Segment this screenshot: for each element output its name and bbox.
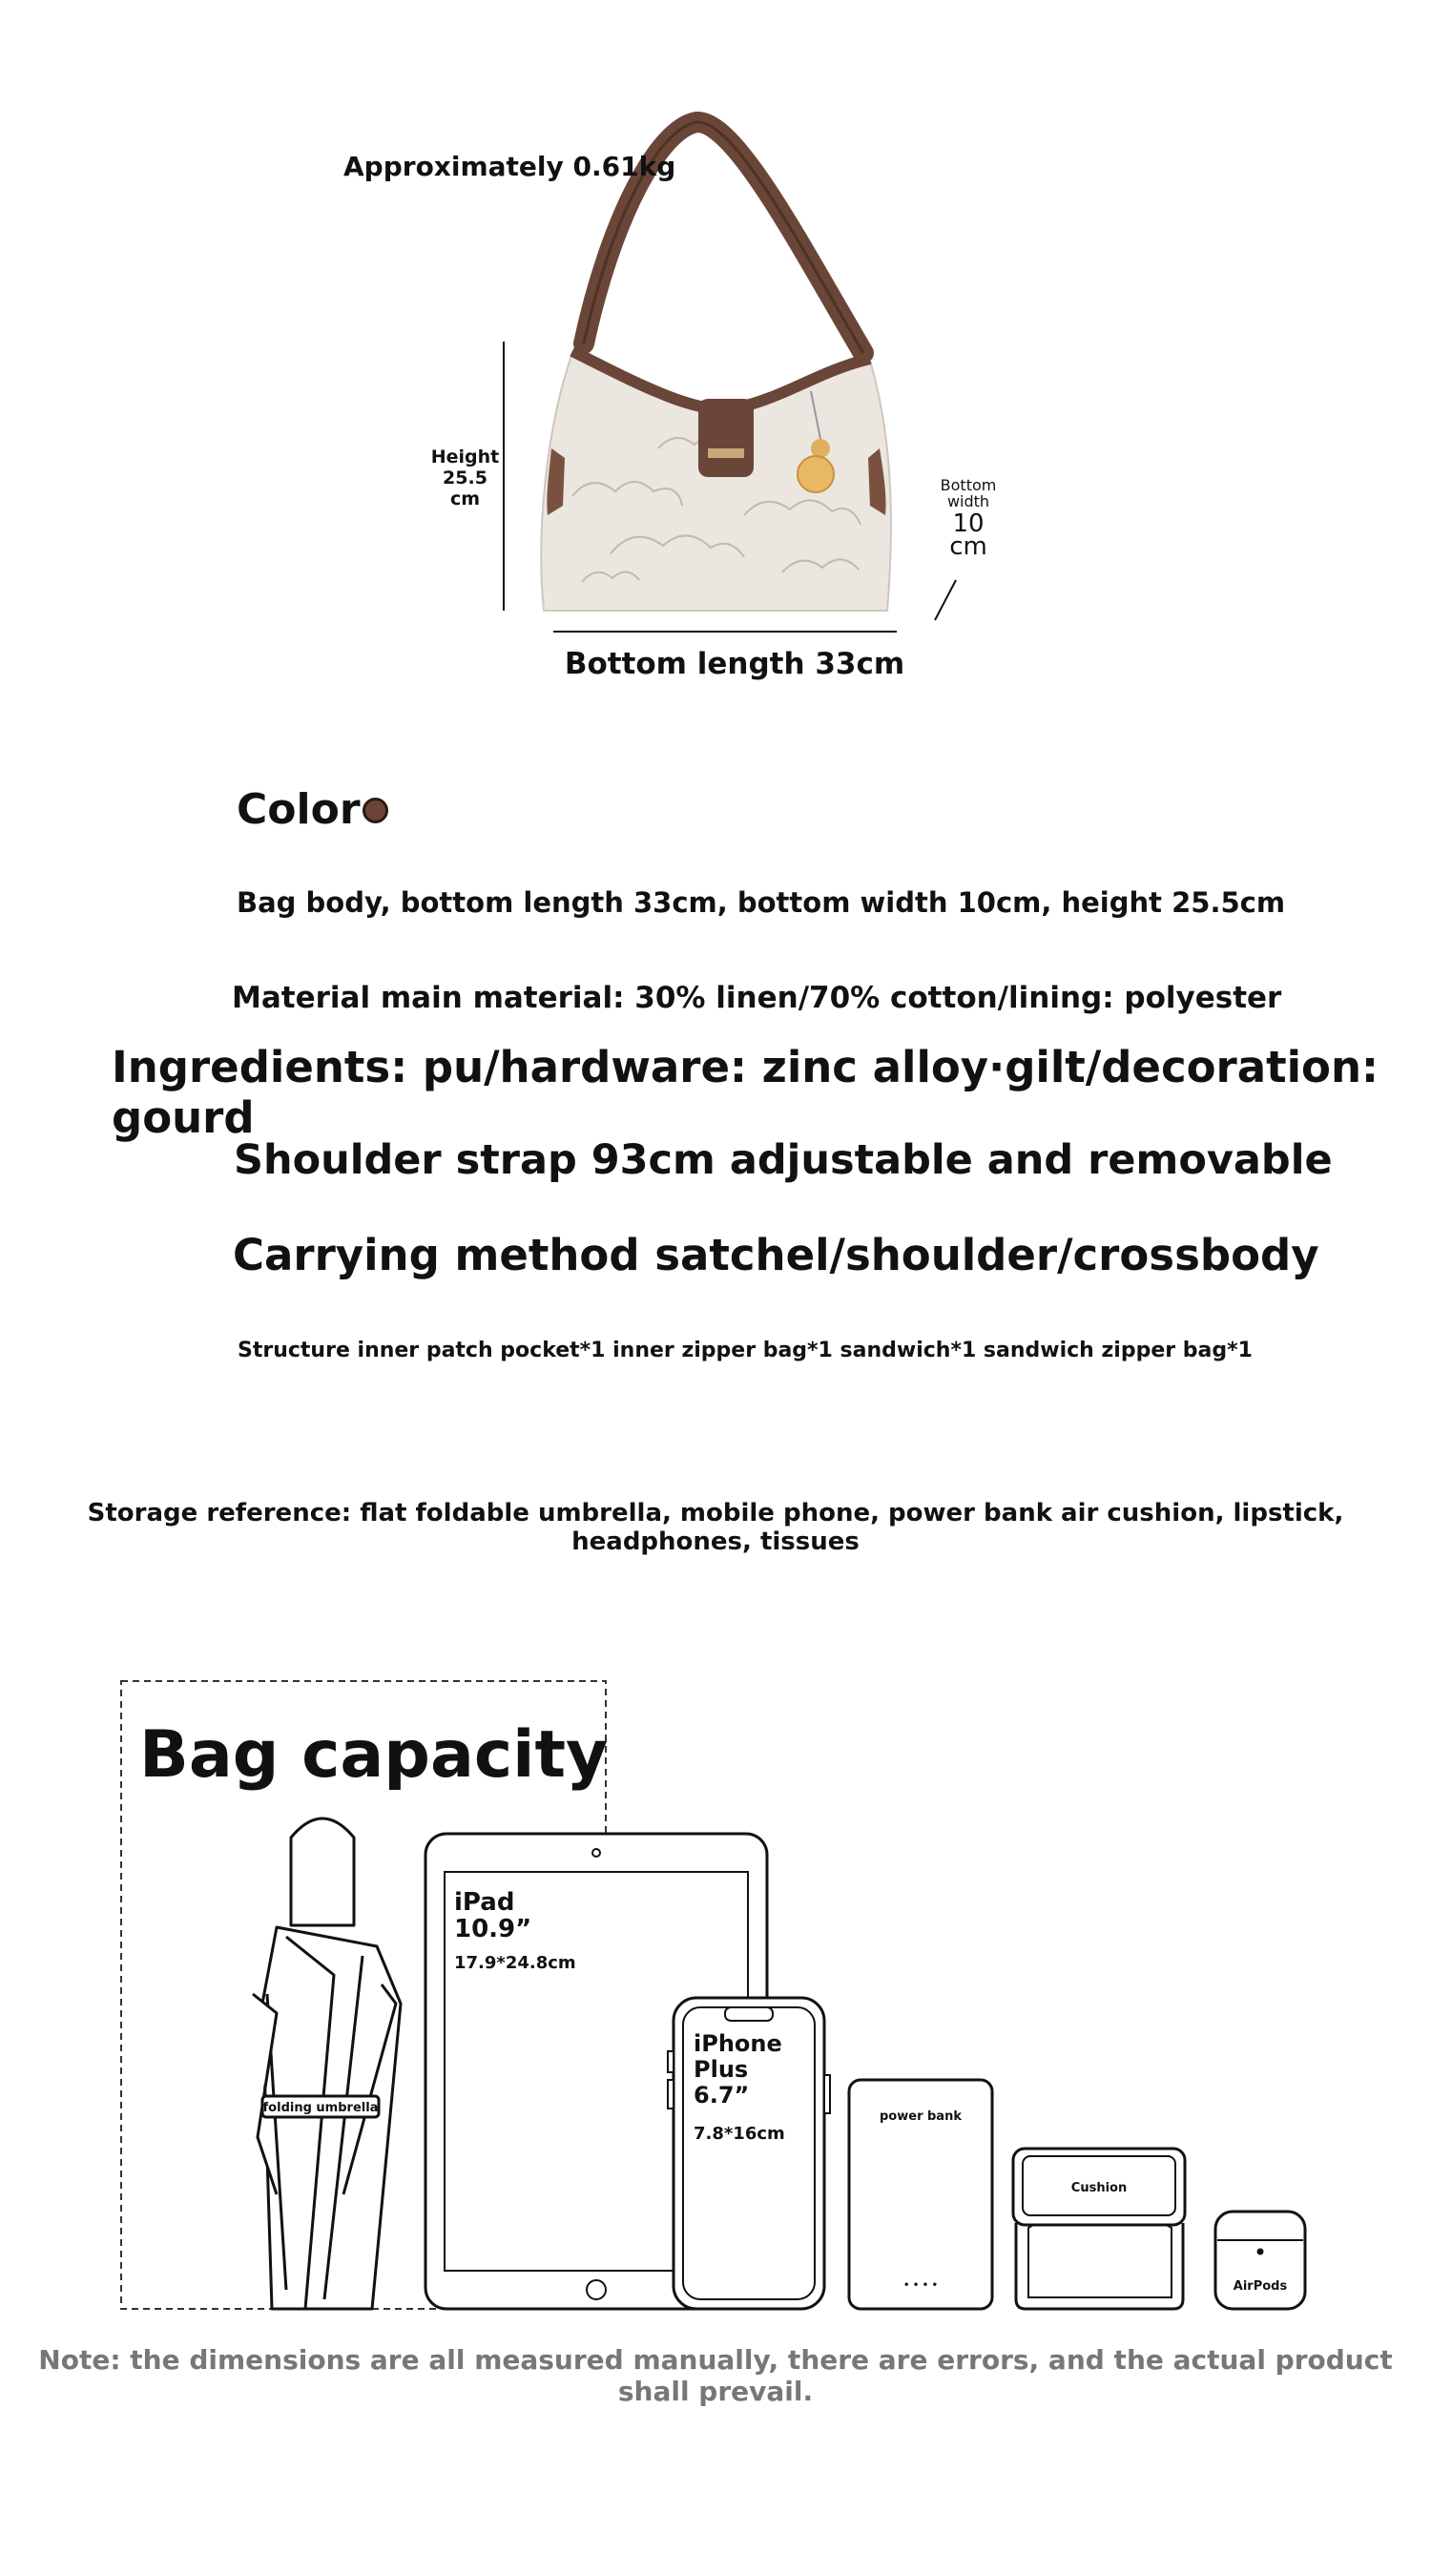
airpods-label: AirPods bbox=[1233, 2279, 1288, 2294]
spec-bag-body: Bag body, bottom length 33cm, bottom width 10cm, height 25.5cm bbox=[237, 886, 1286, 919]
umbrella-label: folding umbrella bbox=[262, 2101, 379, 2115]
spec-ingredients: Ingredients: pu/hardware: zinc alloy·gilt/decoration: gourd bbox=[112, 1042, 1379, 1143]
spec-carrying: Carrying method satchel/shoulder/crossbody bbox=[233, 1230, 1319, 1280]
color-swatch[interactable] bbox=[363, 798, 388, 823]
iphone-size-inch: 6.7” bbox=[694, 2082, 750, 2109]
umbrella-icon bbox=[253, 1818, 401, 2309]
iphone-model: Plus bbox=[694, 2056, 749, 2083]
airpods-icon bbox=[1215, 2212, 1305, 2309]
spec-strap: Shoulder strap 93cm adjustable and removable bbox=[234, 1136, 1333, 1184]
ipad-dimensions: 17.9*24.8cm bbox=[454, 1953, 576, 1973]
ipad-name: iPad bbox=[454, 1888, 515, 1917]
bag-capacity-title: Bag capacity bbox=[139, 1717, 609, 1793]
storage-reference: Storage reference: flat foldable umbrella, mobile phone, power bank air cushion, lipstick, headphones, tissues bbox=[87, 1499, 1344, 1556]
weight-label: Approximately 0.61kg bbox=[343, 151, 676, 182]
bottom-length-label: Bottom length 33cm bbox=[564, 647, 905, 681]
spec-structure: Structure inner patch pocket*1 inner zipper bag*1 sandwich*1 sandwich zipper bag*1 bbox=[238, 1339, 1253, 1362]
power-bank-dots: • • • • bbox=[902, 2280, 939, 2291]
spec-material: Material main material: 30% linen/70% cotton/lining: polyester bbox=[232, 981, 1282, 1015]
iphone-name: iPhone bbox=[694, 2030, 782, 2057]
height-label: Height 25.5 cm bbox=[430, 447, 500, 509]
bottom-width-label: Bottom width bbox=[940, 476, 997, 510]
handbag-illustration bbox=[0, 0, 1431, 725]
iphone-dimensions: 7.8*16cm bbox=[694, 2124, 785, 2144]
color-label: Color bbox=[237, 785, 361, 834]
ipad-size-inch: 10.9” bbox=[454, 1915, 532, 1943]
bottom-width-value: 10 cm bbox=[949, 509, 987, 561]
power-bank-label: power bank bbox=[880, 2109, 962, 2124]
cushion-icon bbox=[1013, 2149, 1185, 2309]
cushion-label: Cushion bbox=[1070, 2181, 1128, 2195]
measurement-note: Note: the dimensions are all measured manually, there are errors, and the actual product shall prevail. bbox=[38, 2344, 1393, 2407]
